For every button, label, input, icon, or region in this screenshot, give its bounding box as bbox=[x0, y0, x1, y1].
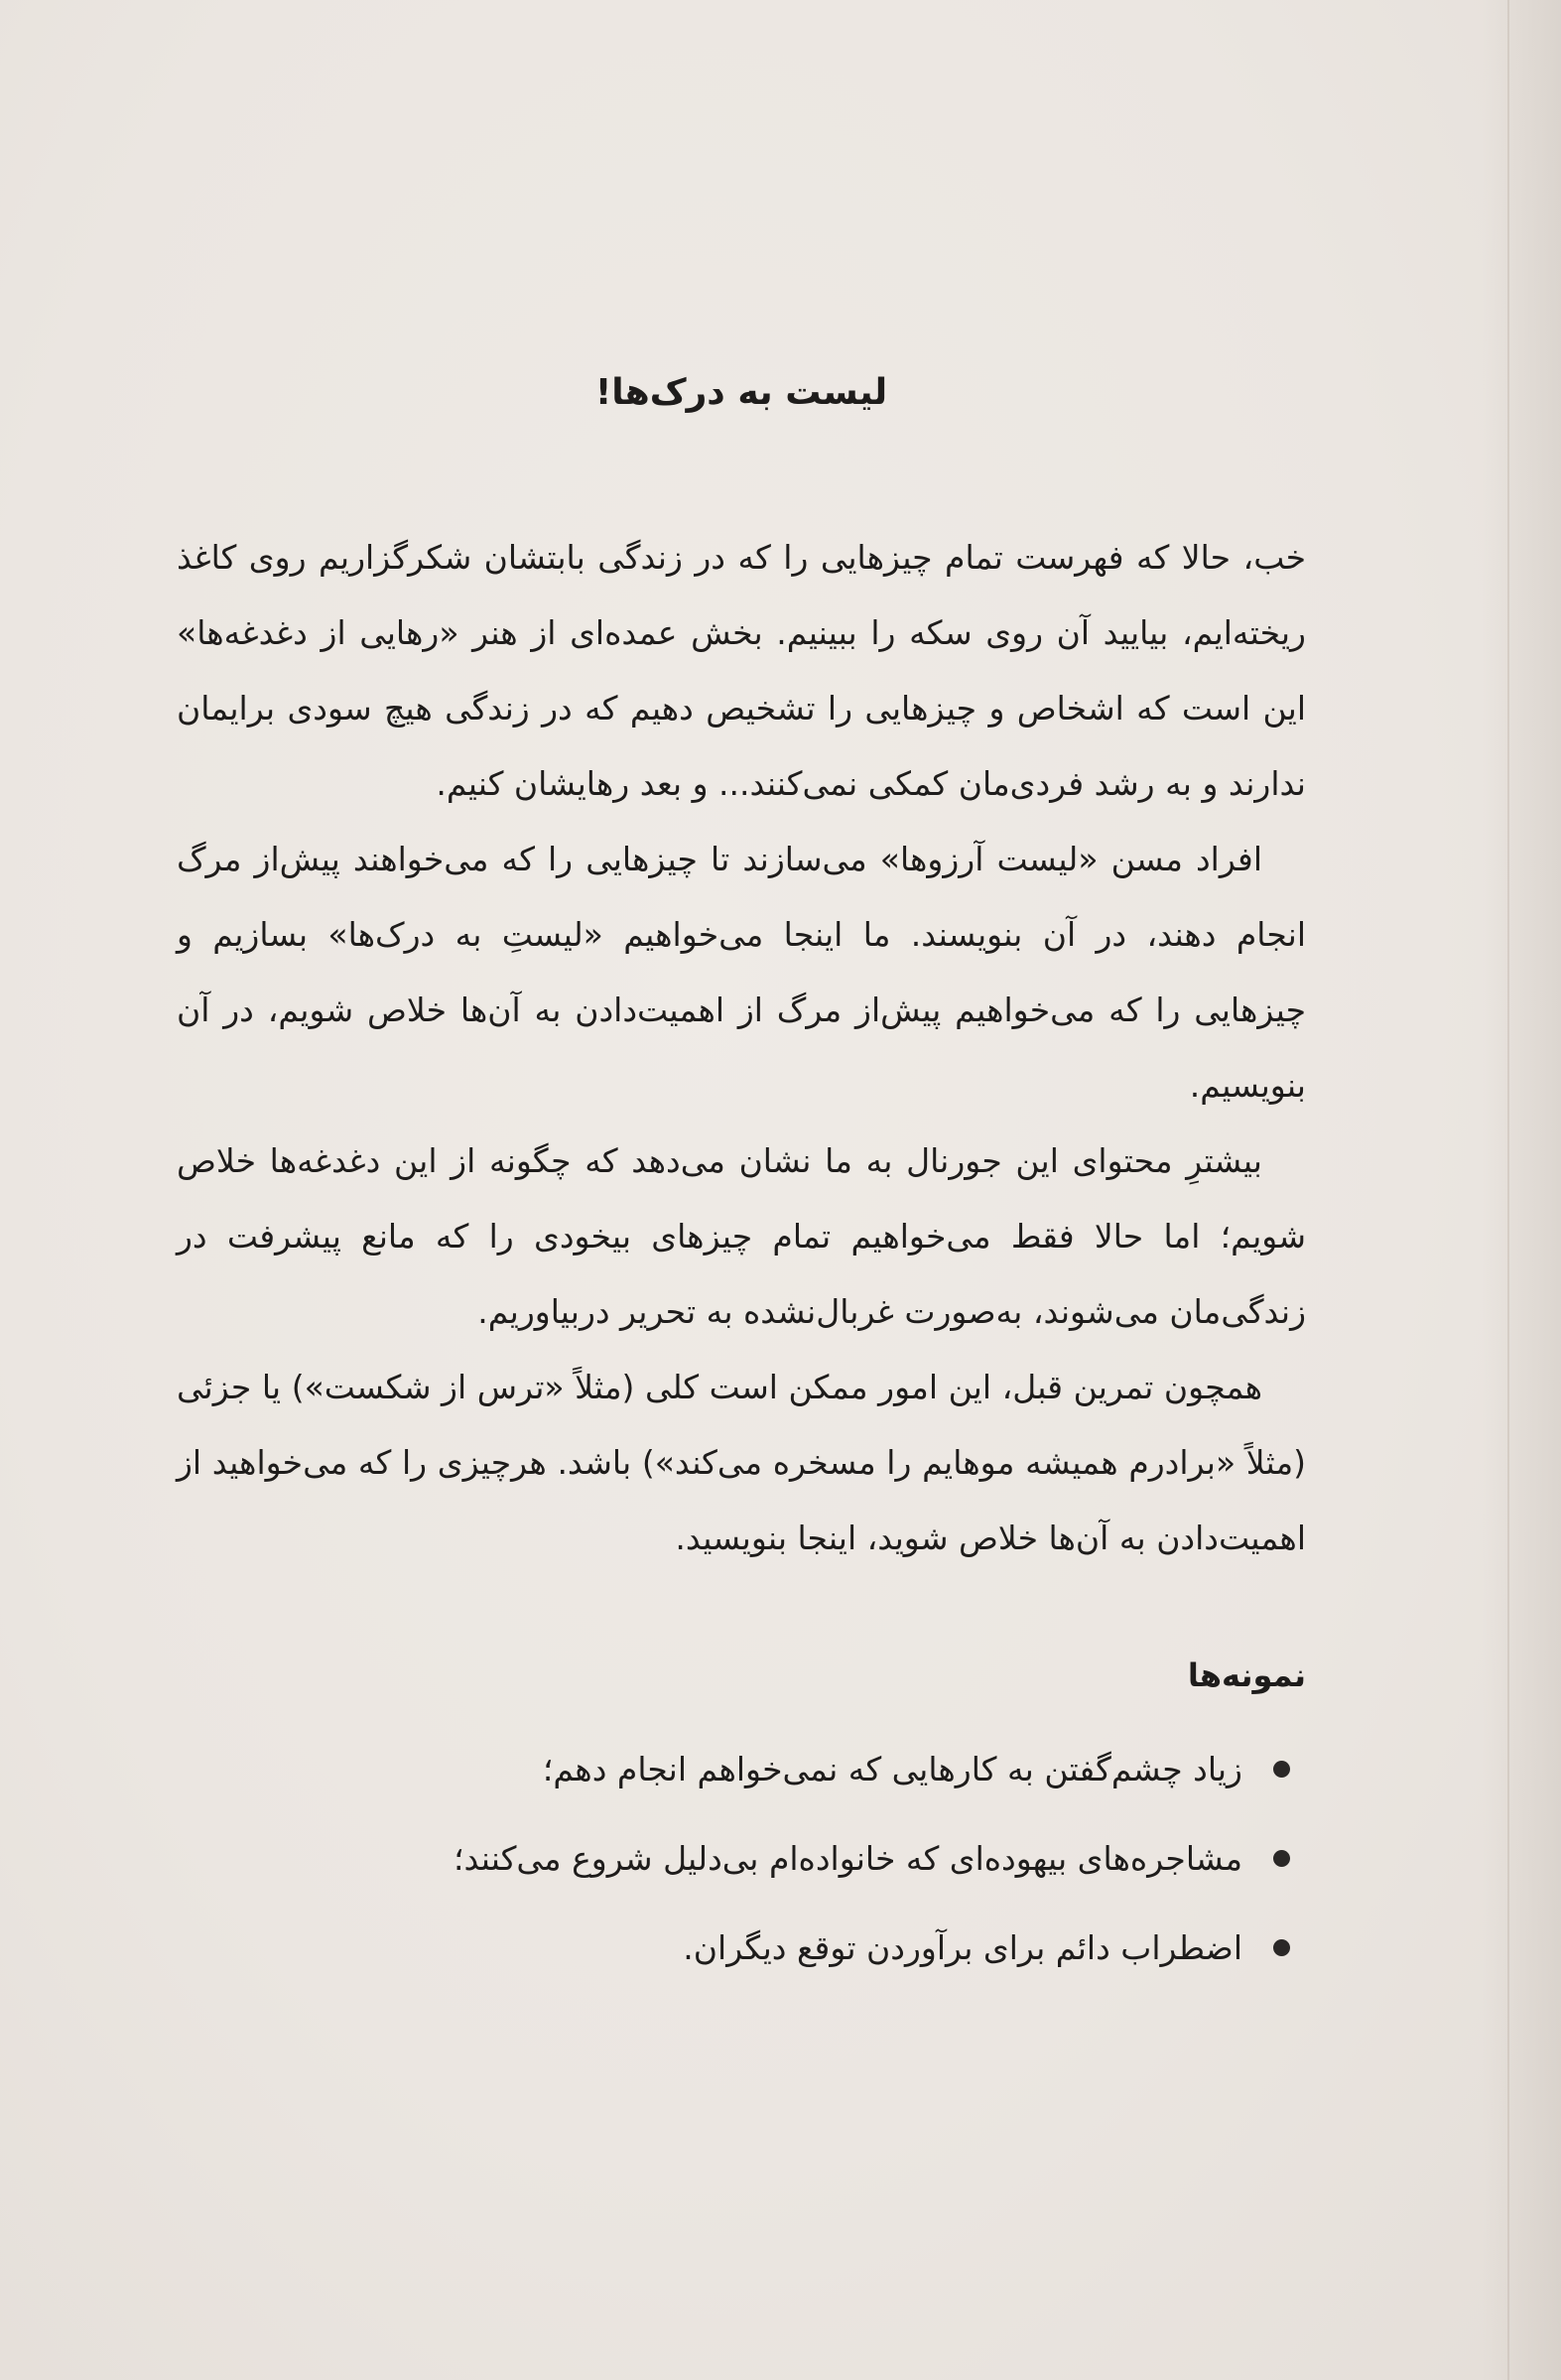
list-item-text: زیاد چشم‌گفتن به کارهایی که نمی‌خواهم انجام دهم؛ bbox=[542, 1750, 1242, 1788]
paragraph-exercise: همچون تمرین قبل، این امور ممکن است کلی (مثلاً «ترس از شکست») یا جزئی (مثلاً «برادرم همیشه موهایم را مسخره می‌کند») باشد. هرچیزی را که می‌خواهید از اهمیت‌دادن به آن‌ها خلاص شوید، اینجا بنویسید. bbox=[177, 1368, 1306, 1557]
list-item bbox=[177, 1725, 1306, 1814]
page-edge-line bbox=[1507, 0, 1509, 2380]
list-item-text: اضطراب دائم برای برآوردن توقع دیگران. bbox=[683, 1928, 1242, 1967]
paragraph-intro: خب، حالا که فهرست تمام چیزهایی را که در زندگی بابتشان شکرگزاریم روی کاغذ ریخته‌ایم، بیایید آن روی سکه را ببینیم. بخش عمده‌ای از هنر «رهایی از دغدغه‌ها» این است که اشخاص و چیزهایی را تشخیص دهیم که در زندگی هیچ سودی برایمان ندارند و به رشد فردی‌مان کمکی نمی‌کنند... و بعد رهایشان کنیم. bbox=[177, 538, 1306, 803]
bullet-icon bbox=[1273, 1850, 1290, 1867]
examples-list bbox=[177, 1725, 1306, 1993]
bullet-icon bbox=[1273, 1761, 1290, 1778]
paragraph-bucket-list: افراد مسن «لیست آرزوها» می‌سازند تا چیزهایی را که می‌خواهند پیش‌از مرگ انجام دهند، در آن بنویسند. ما اینجا می‌خواهیم «لیستِ به درک‌ها» بسازیم و چیزهایی را که می‌خواهیم پیش‌از مرگ از اهمیت‌دادن به آن‌ها خلاص شویم، در آن بنویسیم. bbox=[177, 840, 1306, 1105]
list-item bbox=[177, 1814, 1306, 1904]
list-item-text: مشاجره‌های بیهوده‌ای که خانواده‌ام بی‌دلیل شروع می‌کنند؛ bbox=[453, 1839, 1242, 1878]
bullet-icon bbox=[1273, 1939, 1290, 1956]
page-title: لیست به درک‌ها! bbox=[594, 372, 888, 413]
page-content bbox=[177, 367, 1306, 1993]
list-item bbox=[177, 1904, 1306, 1993]
page-edge-shadow bbox=[1482, 0, 1561, 2380]
paragraph-journal: بیشترِ محتوای این جورنال به ما نشان می‌دهد که چگونه از این دغدغه‌ها خلاص شویم؛ اما حالا فقط می‌خواهیم تمام چیزهای بیخودی را که مانع پیشرفت در زندگی‌مان می‌شوند، به‌صورت غربال‌نشده به تحریر دربیاوریم. bbox=[177, 1141, 1306, 1331]
examples-heading: نمونه‌ها bbox=[1187, 1656, 1306, 1694]
